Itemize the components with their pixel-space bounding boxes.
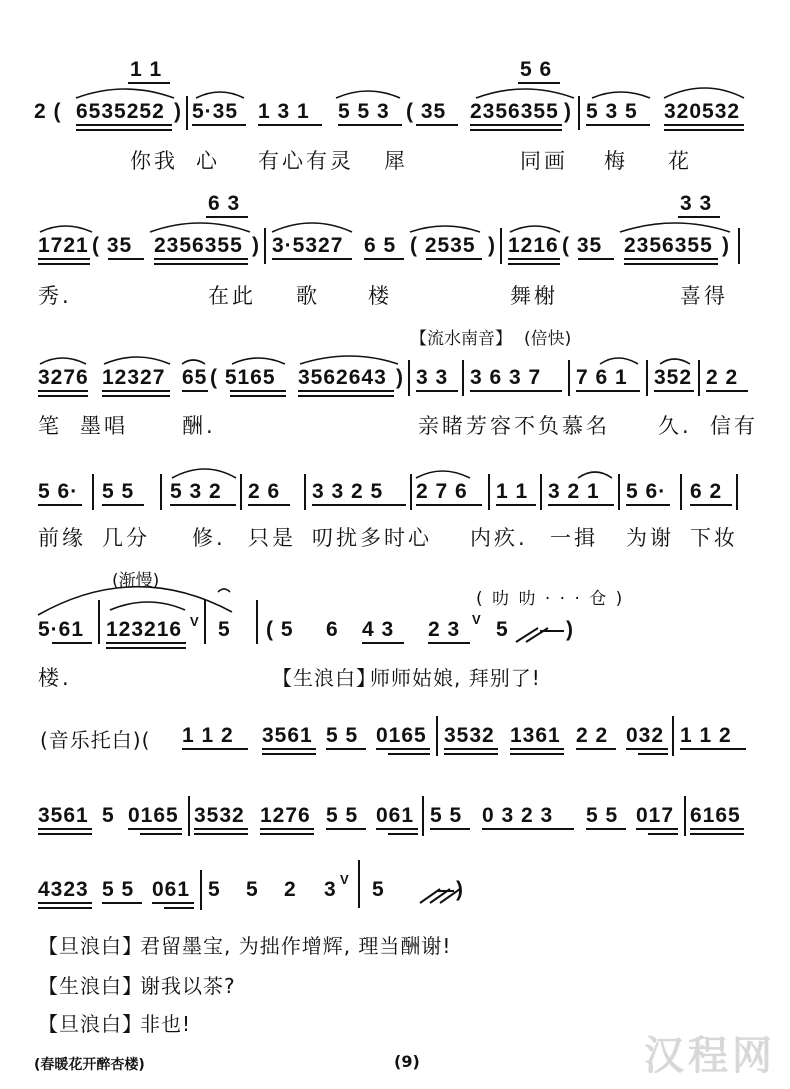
underline (586, 828, 626, 830)
page-number: (9) (394, 1052, 420, 1071)
underline (428, 642, 470, 644)
underline (648, 833, 678, 835)
barline (540, 474, 542, 510)
dialogue-role: 【旦浪白】 (38, 934, 143, 958)
underline (38, 828, 92, 830)
lyric: 秀. (38, 284, 72, 308)
note: 2 2 (706, 366, 739, 389)
note: 2 ( (34, 100, 62, 123)
underline (52, 642, 92, 644)
note: ( 5 (266, 618, 294, 641)
note: 7 6 1 (576, 366, 628, 389)
underline (510, 753, 564, 755)
dialogue-text: 谢我以茶? (140, 974, 236, 998)
note: 1216 (508, 234, 559, 257)
underline (108, 258, 144, 260)
note: 3561 (262, 724, 313, 747)
note: 1 1 2 (182, 724, 234, 747)
underline (106, 647, 186, 649)
note: 2356355 (624, 234, 713, 257)
barline (646, 360, 648, 396)
underline (624, 263, 718, 265)
lyric: 内疚. (470, 526, 528, 550)
note: 3532 (444, 724, 495, 747)
note: 5 6· (626, 480, 667, 503)
underline (364, 258, 404, 260)
barline (256, 600, 258, 644)
underline (128, 82, 170, 84)
dialogue-text: 君留墨宝, 为拙作增辉, 理当酬谢! (140, 934, 452, 958)
underline (102, 395, 170, 397)
note: 2 7 6 (416, 480, 468, 503)
note: 3 2 1 (548, 480, 600, 503)
upper-note: 1 1 (130, 58, 163, 81)
underline (248, 504, 290, 506)
underline (338, 124, 402, 126)
underline (578, 258, 614, 260)
note: 5 5 (586, 804, 619, 827)
underline (638, 753, 668, 755)
barline (358, 860, 360, 908)
lyric: 楼. (38, 666, 72, 690)
lyric: 墨唱 (80, 414, 128, 438)
lyric: 只是 (248, 526, 296, 550)
barline (568, 360, 570, 396)
lyric: 同画 (520, 149, 568, 173)
note: 3 3 2 5 (312, 480, 384, 503)
underline (626, 504, 670, 506)
lyric: 一揖 (550, 526, 598, 550)
dialogue-text: 非也! (140, 1012, 192, 1036)
note: 5·35 (192, 100, 239, 123)
lyric: 梅 (604, 149, 628, 173)
note: 352 (654, 366, 693, 389)
barline (160, 474, 162, 510)
lyric: 叨扰多时心 (312, 526, 432, 550)
underline (170, 504, 236, 506)
note: 3532 (194, 804, 245, 827)
lyric: 久. (658, 414, 692, 438)
note: ) (722, 234, 730, 257)
underline (470, 390, 562, 392)
underline (376, 748, 430, 750)
note: 1361 (510, 724, 561, 747)
lyric: 歌 (296, 284, 320, 308)
underline (706, 390, 748, 392)
underline (508, 258, 560, 260)
note: 1 3 1 (258, 100, 310, 123)
barline (408, 360, 410, 396)
dialogue-role: 【生浪白】 (38, 974, 143, 998)
barline (738, 228, 740, 264)
note: ( 2535 (410, 234, 476, 257)
lyric: 为谢 (626, 526, 674, 550)
underline (258, 124, 322, 126)
note: 12327 (102, 366, 166, 389)
underline (182, 390, 208, 392)
underline (38, 504, 82, 506)
tie-dash (540, 630, 564, 632)
underline (154, 263, 248, 265)
barline (462, 360, 464, 396)
watermark-text: 汉程网 (644, 1033, 776, 1079)
note: 5 5 (430, 804, 463, 827)
lyric: 在此 (208, 284, 256, 308)
underline (678, 216, 720, 218)
underline (38, 395, 88, 397)
underline (102, 504, 144, 506)
music-label: (音乐托白)( (40, 728, 151, 752)
underline (690, 828, 744, 830)
underline (654, 390, 694, 392)
underline (230, 395, 286, 397)
underline (128, 828, 182, 830)
note: 4323 (38, 878, 89, 901)
note: 5 (372, 878, 385, 901)
upper-note: 3 3 (680, 192, 713, 215)
note: 5·61 (38, 618, 85, 641)
underline (444, 748, 498, 750)
note: 6 5 (364, 234, 397, 257)
section-tag: 【流水南音】 (410, 329, 512, 349)
speech-text: 师师姑娘, 拜别了! (370, 666, 541, 690)
tie-dash (438, 890, 454, 892)
underline (260, 828, 314, 830)
note: 0165 (376, 724, 427, 747)
underline (624, 258, 718, 260)
underline (102, 902, 142, 904)
lyric: 笔 (38, 414, 62, 438)
barline (98, 600, 100, 644)
lyric: 心 (196, 149, 220, 173)
barline (436, 716, 438, 756)
underline (38, 902, 92, 904)
underline (76, 124, 172, 126)
underline (416, 390, 458, 392)
barline (736, 474, 738, 510)
underline (230, 390, 286, 392)
note: ) (396, 366, 404, 389)
underline (690, 833, 744, 835)
underline (680, 748, 746, 750)
underline (38, 390, 88, 392)
underline (298, 390, 394, 392)
note: 3562643 (298, 366, 387, 389)
underline (76, 129, 172, 131)
breath-mark: V (190, 614, 200, 629)
lyric: 下妆 (690, 526, 738, 550)
note: ) (488, 234, 496, 257)
note: 061 (152, 878, 191, 901)
underline (140, 833, 182, 835)
underline (38, 833, 92, 835)
note: 5 5 (102, 878, 135, 901)
note: 5 (218, 618, 231, 641)
lyric: 修. (192, 526, 226, 550)
lyric: 花 (668, 149, 692, 173)
barline (186, 96, 188, 130)
underline (444, 753, 498, 755)
note: 1 1 2 (680, 724, 732, 747)
note: ( 35 (92, 234, 133, 257)
underline (260, 833, 314, 835)
underline (192, 124, 246, 126)
underline (416, 124, 458, 126)
lyric: 前缘 (38, 526, 86, 550)
lyric: 有心有灵 (258, 149, 354, 173)
note: 3 6 3 7 (470, 366, 542, 389)
tempo-mark: (渐慢) (112, 571, 160, 591)
tempo-mark: (倍快) (524, 329, 572, 349)
lyric: 几分 (102, 526, 150, 550)
note: 032 (626, 724, 665, 747)
underline (470, 124, 562, 126)
note: ) (252, 234, 260, 257)
note: ) (456, 878, 464, 901)
underline (326, 748, 366, 750)
underline (262, 753, 316, 755)
note: 5 5 (326, 724, 359, 747)
lyric: 信有 (710, 414, 758, 438)
underline (38, 907, 92, 909)
barline (672, 716, 674, 756)
note: ( 35 (562, 234, 603, 257)
note: 3 (324, 878, 337, 901)
underline (194, 828, 248, 830)
underline (690, 504, 732, 506)
percussion-note: ( 叻 叻 · · · 仓 ) (476, 589, 625, 609)
underline (482, 828, 574, 830)
note: ) (566, 618, 574, 641)
note: 123216 (106, 618, 183, 641)
note: 0 3 2 3 (482, 804, 554, 827)
underline (312, 504, 406, 506)
barline (578, 96, 580, 130)
underline (326, 828, 366, 830)
underline (496, 504, 536, 506)
note: 5 (496, 618, 509, 641)
note: 2356355 (470, 100, 559, 123)
note: 5 6· (38, 480, 79, 503)
barline (698, 360, 700, 396)
underline (510, 748, 564, 750)
barline (618, 474, 620, 510)
barline (204, 600, 206, 644)
underline (154, 258, 248, 260)
lyric: 犀 (384, 149, 408, 173)
barline (200, 870, 202, 910)
note: 061 (376, 804, 415, 827)
underline (576, 390, 640, 392)
underline (182, 748, 248, 750)
underline (164, 907, 194, 909)
note: 320532 (664, 100, 741, 123)
note: 3276 (38, 366, 89, 389)
underline (376, 828, 418, 830)
note: ) (174, 100, 182, 123)
underline (388, 753, 430, 755)
note: 3·5327 (272, 234, 344, 257)
barline (488, 474, 490, 510)
underline (206, 216, 248, 218)
note: ( 5165 (210, 366, 276, 389)
upper-note: 6 3 (208, 192, 241, 215)
underline (38, 263, 90, 265)
note: 2356355 (154, 234, 243, 257)
note: 5 3 2 (170, 480, 222, 503)
note: 1721 (38, 234, 89, 257)
underline (416, 504, 482, 506)
underline (664, 129, 744, 131)
breath-mark: V (340, 872, 350, 887)
note: 1276 (260, 804, 311, 827)
barline (188, 796, 190, 836)
underline (298, 395, 394, 397)
underline (272, 258, 352, 260)
note: 5 5 3 (338, 100, 390, 123)
underline (508, 263, 560, 265)
lyric: 喜得 (680, 284, 728, 308)
note: 6 (326, 618, 339, 641)
lyric: 舞榭 (510, 284, 558, 308)
note: 017 (636, 804, 675, 827)
note: 3561 (38, 804, 89, 827)
underline (38, 258, 90, 260)
note: 5 3 5 (586, 100, 638, 123)
barline (304, 474, 306, 510)
dialogue-role: 【旦浪白】 (38, 1012, 143, 1036)
underline (262, 748, 316, 750)
note: 3 3 (416, 366, 449, 389)
note: 0165 (128, 804, 179, 827)
lyric: 酬. (182, 414, 216, 438)
note: 1 1 (496, 480, 529, 503)
barline (92, 474, 94, 510)
barline (410, 474, 412, 510)
note: ( 35 (406, 100, 447, 123)
note: 5 (246, 878, 259, 901)
speech-label: 【生浪白】 (272, 666, 377, 690)
footer-title: (春暖花开醉杏楼) (34, 1057, 145, 1073)
underline (152, 902, 194, 904)
note: 5 (208, 878, 221, 901)
lyric: 楼 (368, 284, 392, 308)
underline (426, 258, 482, 260)
note: 6 2 (690, 480, 723, 503)
barline (500, 228, 502, 264)
barline (684, 796, 686, 836)
lyric: 亲睹芳容不负慕名 (418, 414, 610, 438)
note: 2 3 (428, 618, 461, 641)
underline (102, 390, 170, 392)
underline (362, 642, 404, 644)
note: 5 (102, 804, 115, 827)
note: 6535252 (76, 100, 165, 123)
lyric: 你我 (130, 149, 178, 173)
underline (430, 828, 470, 830)
note: 4 3 (362, 618, 395, 641)
underline (388, 833, 418, 835)
upper-note: 5 6 (520, 58, 553, 81)
barline (240, 474, 242, 510)
underline (664, 124, 744, 126)
underline (518, 82, 560, 84)
underline (576, 748, 616, 750)
underline (586, 124, 650, 126)
watermark-logo (644, 1024, 776, 1081)
note: 2 (284, 878, 297, 901)
underline (106, 642, 186, 644)
breath-mark: V (472, 612, 482, 627)
underline (470, 129, 562, 131)
note: 2 2 (576, 724, 609, 747)
note: 2 6 (248, 480, 281, 503)
note: 5 5 (326, 804, 359, 827)
note: 5 5 (102, 480, 135, 503)
barline (422, 796, 424, 836)
barline (264, 228, 266, 264)
underline (636, 828, 678, 830)
underline (626, 748, 668, 750)
note: ) (564, 100, 572, 123)
note: 65 (182, 366, 208, 389)
underline (548, 504, 614, 506)
underline (194, 833, 248, 835)
barline (680, 474, 682, 510)
note: 6165 (690, 804, 741, 827)
